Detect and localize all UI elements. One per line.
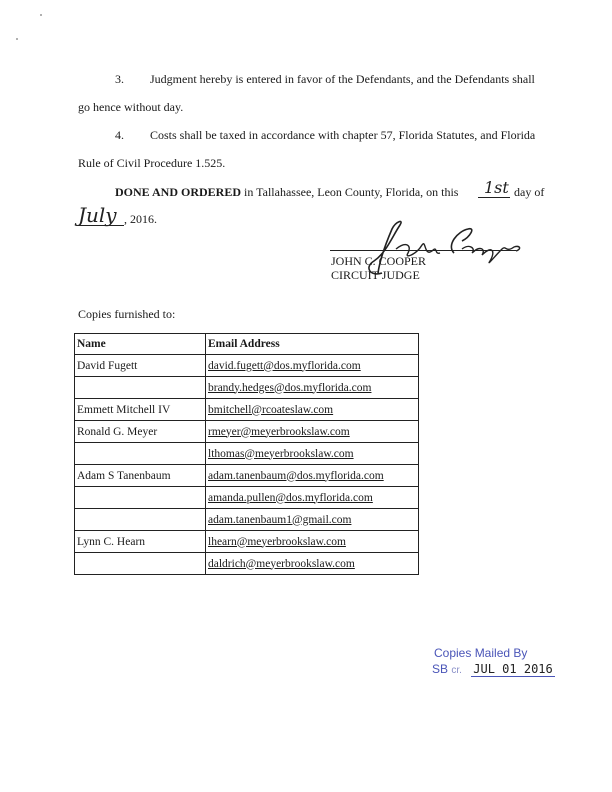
column-header-email: Email Address (206, 334, 419, 355)
table-row (75, 355, 419, 377)
stamp-clerk-mark: cr. (451, 665, 462, 676)
scan-speck (40, 14, 42, 16)
scan-speck (16, 38, 18, 40)
item-4-number: 4. (115, 128, 124, 142)
item-3-text: Judgment hereby is entered in favor of the Defendants, and the Defendants shall (150, 72, 535, 86)
table-row (75, 465, 419, 487)
item-3-continuation: go hence without day. (78, 100, 184, 114)
table-header-row (75, 334, 419, 355)
table-row (75, 399, 419, 421)
done-and-ordered-heading: DONE AND ORDERED (115, 185, 242, 199)
day-of-label: day of (514, 185, 545, 199)
email-link[interactable]: david.fugett@dos.myflorida.com (208, 359, 361, 372)
table-row (75, 421, 419, 443)
copies-table (74, 333, 419, 575)
recipient-name (75, 553, 206, 575)
table-row (75, 443, 419, 465)
recipient-name: Adam S Tanenbaum (75, 465, 206, 487)
month-handwritten: July (78, 203, 117, 227)
email-link[interactable]: lthomas@meyerbrookslaw.com (208, 447, 354, 460)
item-4-text: Costs shall be taxed in accordance with chapter 57, Florida Statutes, and Florida (150, 128, 536, 142)
copies-heading: Copies furnished to: (78, 307, 176, 321)
table-row (75, 553, 419, 575)
stamp-line-2 (432, 662, 555, 677)
email-link[interactable]: amanda.pullen@dos.myflorida.com (208, 491, 373, 504)
email-link[interactable]: bmitchell@rcoateslaw.com (208, 403, 334, 416)
done-and-ordered-line (115, 185, 458, 199)
table-row (75, 531, 419, 553)
day-handwritten: 1st (484, 178, 509, 197)
table-row (75, 509, 419, 531)
recipient-name: David Fugett (75, 355, 206, 377)
item-3-number: 3. (115, 72, 124, 86)
email-link[interactable]: brandy.hedges@dos.myflorida.com (208, 381, 372, 394)
stamp-initials: SB (432, 662, 449, 676)
email-link[interactable]: adam.tanenbaum1@gmail.com (208, 513, 352, 526)
copies-mailed-stamp (432, 646, 555, 677)
item-4-continuation: Rule of Civil Procedure 1.525. (78, 156, 226, 170)
stamp-date: JUL 01 2016 (473, 662, 553, 676)
day-blank (478, 197, 510, 198)
judge-title: CIRCUIT JUDGE (331, 268, 420, 282)
email-link[interactable]: adam.tanenbaum@dos.myflorida.com (208, 469, 384, 482)
recipient-name: Emmett Mitchell IV (75, 399, 206, 421)
recipient-name (75, 487, 206, 509)
email-link[interactable]: daldrich@meyerbrookslaw.com (208, 557, 355, 570)
recipient-name: Ronald G. Meyer (75, 421, 206, 443)
year-text: , 2016. (124, 212, 157, 226)
recipient-name (75, 377, 206, 399)
column-header-name: Name (75, 334, 206, 355)
table-row (75, 377, 419, 399)
recipient-name (75, 443, 206, 465)
stamp-heading: Copies Mailed By (434, 646, 528, 660)
done-and-ordered-text: in Tallahassee, Leon County, Florida, on this (244, 185, 459, 199)
recipient-name (75, 509, 206, 531)
judge-name: JOHN C. COOPER (331, 254, 427, 268)
recipient-name: Lynn C. Hearn (75, 531, 206, 553)
email-link[interactable]: lhearn@meyerbrookslaw.com (208, 535, 346, 548)
table-row (75, 487, 419, 509)
email-link[interactable]: rmeyer@meyerbrookslaw.com (208, 425, 350, 438)
